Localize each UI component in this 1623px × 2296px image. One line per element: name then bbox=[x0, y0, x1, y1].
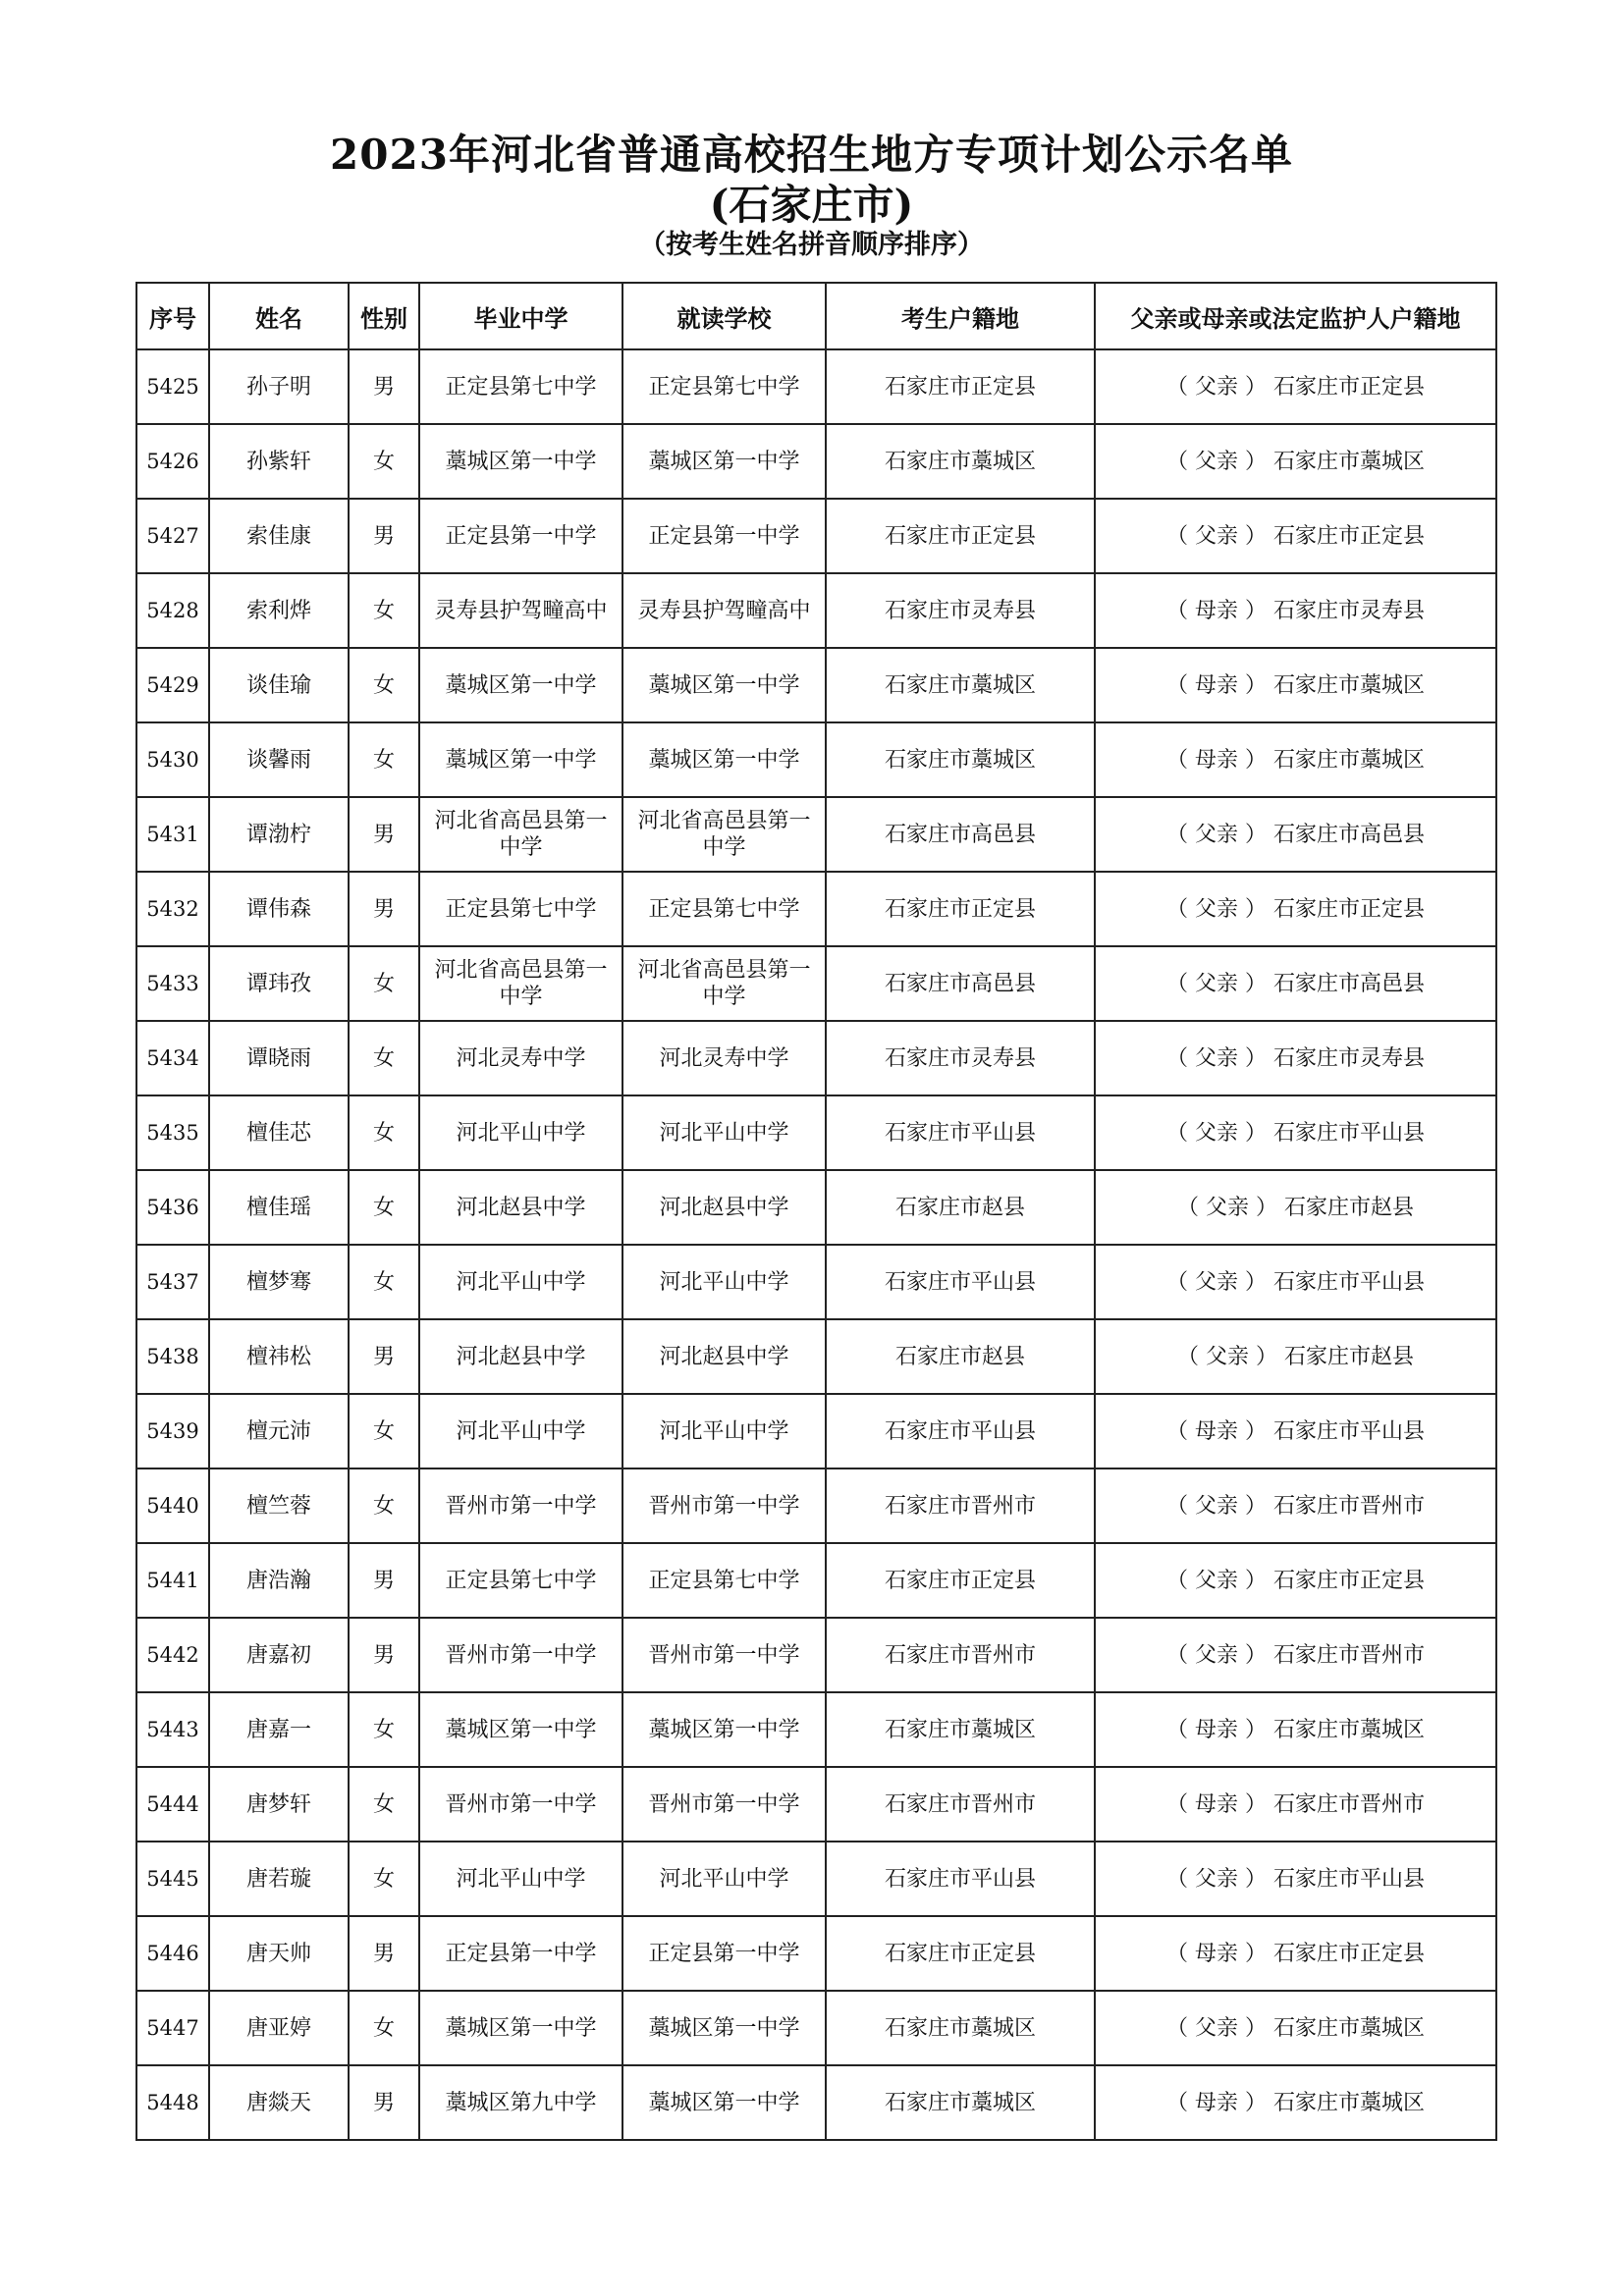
cell-index: 5432 bbox=[136, 872, 209, 946]
cell-graduated-school: 藁城区第一中学 bbox=[419, 648, 622, 722]
cell-name: 唐梦轩 bbox=[209, 1767, 349, 1842]
cell-current-school: 河北省高邑县第一中学 bbox=[622, 797, 826, 872]
cell-gender: 女 bbox=[349, 1095, 419, 1170]
roster-table bbox=[135, 282, 1497, 2141]
cell-graduated-school: 河北灵寿中学 bbox=[419, 1021, 622, 1095]
cell-student-residence: 石家庄市平山县 bbox=[826, 1095, 1095, 1170]
cell-graduated-school: 藁城区第九中学 bbox=[419, 2065, 622, 2140]
cell-index: 5436 bbox=[136, 1170, 209, 1245]
cell-graduated-school: 正定县第一中学 bbox=[419, 499, 622, 573]
table-row bbox=[136, 1767, 1496, 1842]
cell-guardian-residence: （ 父亲 ） 石家庄市正定县 bbox=[1095, 872, 1496, 946]
table-row bbox=[136, 573, 1496, 648]
cell-graduated-school: 河北赵县中学 bbox=[419, 1319, 622, 1394]
cell-name: 唐燚天 bbox=[209, 2065, 349, 2140]
cell-gender: 女 bbox=[349, 1468, 419, 1543]
cell-current-school: 河北平山中学 bbox=[622, 1842, 826, 1916]
cell-gender: 女 bbox=[349, 1394, 419, 1468]
table-row bbox=[136, 424, 1496, 499]
table-header-row bbox=[136, 283, 1496, 349]
cell-guardian-residence: （ 父亲 ） 石家庄市平山县 bbox=[1095, 1095, 1496, 1170]
cell-index: 5445 bbox=[136, 1842, 209, 1916]
table-row bbox=[136, 1095, 1496, 1170]
cell-student-residence: 石家庄市正定县 bbox=[826, 872, 1095, 946]
cell-student-residence: 石家庄市藁城区 bbox=[826, 1692, 1095, 1767]
cell-name: 谭渤柠 bbox=[209, 797, 349, 872]
cell-current-school: 晋州市第一中学 bbox=[622, 1468, 826, 1543]
cell-index: 5437 bbox=[136, 1245, 209, 1319]
cell-graduated-school: 晋州市第一中学 bbox=[419, 1618, 622, 1692]
cell-name: 檀佳芯 bbox=[209, 1095, 349, 1170]
cell-student-residence: 石家庄市藁城区 bbox=[826, 1991, 1095, 2065]
header-name: 姓名 bbox=[209, 283, 349, 349]
cell-name: 檀梦骞 bbox=[209, 1245, 349, 1319]
cell-guardian-residence: （ 母亲 ） 石家庄市正定县 bbox=[1095, 1916, 1496, 1991]
cell-graduated-school: 河北平山中学 bbox=[419, 1394, 622, 1468]
cell-gender: 女 bbox=[349, 1767, 419, 1842]
cell-current-school: 正定县第七中学 bbox=[622, 872, 826, 946]
cell-gender: 女 bbox=[349, 722, 419, 797]
cell-current-school: 河北赵县中学 bbox=[622, 1319, 826, 1394]
cell-guardian-residence: （ 父亲 ） 石家庄市高邑县 bbox=[1095, 946, 1496, 1021]
cell-current-school: 藁城区第一中学 bbox=[622, 424, 826, 499]
cell-index: 5448 bbox=[136, 2065, 209, 2140]
table-row bbox=[136, 648, 1496, 722]
table-row bbox=[136, 722, 1496, 797]
cell-index: 5444 bbox=[136, 1767, 209, 1842]
table-row bbox=[136, 499, 1496, 573]
cell-graduated-school: 正定县第七中学 bbox=[419, 1543, 622, 1618]
header-index: 序号 bbox=[136, 283, 209, 349]
cell-guardian-residence: （ 母亲 ） 石家庄市平山县 bbox=[1095, 1394, 1496, 1468]
cell-current-school: 晋州市第一中学 bbox=[622, 1618, 826, 1692]
cell-guardian-residence: （ 母亲 ） 石家庄市藁城区 bbox=[1095, 722, 1496, 797]
cell-student-residence: 石家庄市晋州市 bbox=[826, 1767, 1095, 1842]
table-row bbox=[136, 1319, 1496, 1394]
table-row bbox=[136, 1618, 1496, 1692]
cell-graduated-school: 藁城区第一中学 bbox=[419, 722, 622, 797]
cell-graduated-school: 河北平山中学 bbox=[419, 1245, 622, 1319]
cell-current-school: 藁城区第一中学 bbox=[622, 722, 826, 797]
cell-student-residence: 石家庄市晋州市 bbox=[826, 1618, 1095, 1692]
cell-guardian-residence: （ 父亲 ） 石家庄市平山县 bbox=[1095, 1245, 1496, 1319]
cell-name: 唐浩瀚 bbox=[209, 1543, 349, 1618]
cell-gender: 女 bbox=[349, 1842, 419, 1916]
cell-guardian-residence: （ 母亲 ） 石家庄市晋州市 bbox=[1095, 1767, 1496, 1842]
cell-index: 5447 bbox=[136, 1991, 209, 2065]
cell-current-school: 灵寿县护驾疃高中 bbox=[622, 573, 826, 648]
cell-guardian-residence: （ 母亲 ） 石家庄市藁城区 bbox=[1095, 648, 1496, 722]
cell-name: 谭晓雨 bbox=[209, 1021, 349, 1095]
cell-index: 5441 bbox=[136, 1543, 209, 1618]
cell-student-residence: 石家庄市正定县 bbox=[826, 349, 1095, 424]
cell-index: 5425 bbox=[136, 349, 209, 424]
cell-index: 5435 bbox=[136, 1095, 209, 1170]
sort-note: （按考生姓名拼音顺序排序） bbox=[639, 230, 984, 260]
cell-name: 檀佳瑶 bbox=[209, 1170, 349, 1245]
cell-student-residence: 石家庄市高邑县 bbox=[826, 797, 1095, 872]
table-row bbox=[136, 349, 1496, 424]
cell-index: 5446 bbox=[136, 1916, 209, 1991]
cell-graduated-school: 河北平山中学 bbox=[419, 1095, 622, 1170]
cell-name: 孙紫轩 bbox=[209, 424, 349, 499]
cell-student-residence: 石家庄市正定县 bbox=[826, 1916, 1095, 1991]
cell-gender: 女 bbox=[349, 573, 419, 648]
cell-gender: 男 bbox=[349, 1543, 419, 1618]
cell-gender: 男 bbox=[349, 797, 419, 872]
cell-current-school: 藁城区第一中学 bbox=[622, 1692, 826, 1767]
table-row bbox=[136, 1842, 1496, 1916]
cell-current-school: 河北赵县中学 bbox=[622, 1170, 826, 1245]
cell-current-school: 河北平山中学 bbox=[622, 1245, 826, 1319]
cell-current-school: 正定县第七中学 bbox=[622, 349, 826, 424]
document-title: 2023年河北省普通高校招生地方专项计划公示名单 bbox=[330, 131, 1293, 179]
cell-name: 唐亚婷 bbox=[209, 1991, 349, 2065]
cell-guardian-residence: （ 父亲 ） 石家庄市晋州市 bbox=[1095, 1468, 1496, 1543]
cell-current-school: 藁城区第一中学 bbox=[622, 648, 826, 722]
cell-current-school: 正定县第一中学 bbox=[622, 1916, 826, 1991]
cell-name: 唐天帅 bbox=[209, 1916, 349, 1991]
cell-gender: 男 bbox=[349, 349, 419, 424]
cell-student-residence: 石家庄市赵县 bbox=[826, 1170, 1095, 1245]
table-row bbox=[136, 1543, 1496, 1618]
cell-guardian-residence: （ 母亲 ） 石家庄市藁城区 bbox=[1095, 1692, 1496, 1767]
cell-current-school: 藁城区第一中学 bbox=[622, 2065, 826, 2140]
table-row bbox=[136, 1170, 1496, 1245]
cell-student-residence: 石家庄市灵寿县 bbox=[826, 1021, 1095, 1095]
cell-guardian-residence: （ 父亲 ） 石家庄市藁城区 bbox=[1095, 1991, 1496, 2065]
cell-gender: 女 bbox=[349, 1991, 419, 2065]
cell-graduated-school: 灵寿县护驾疃高中 bbox=[419, 573, 622, 648]
cell-name: 唐嘉一 bbox=[209, 1692, 349, 1767]
table-row bbox=[136, 1692, 1496, 1767]
cell-graduated-school: 藁城区第一中学 bbox=[419, 424, 622, 499]
header-current-school: 就读学校 bbox=[622, 283, 826, 349]
cell-gender: 男 bbox=[349, 1618, 419, 1692]
cell-name: 谭玮孜 bbox=[209, 946, 349, 1021]
cell-graduated-school: 藁城区第一中学 bbox=[419, 1991, 622, 2065]
header-guardian-residence: 父亲或母亲或法定监护人户籍地 bbox=[1095, 283, 1496, 349]
table-row bbox=[136, 797, 1496, 872]
cell-index: 5439 bbox=[136, 1394, 209, 1468]
cell-gender: 女 bbox=[349, 946, 419, 1021]
cell-guardian-residence: （ 父亲 ） 石家庄市灵寿县 bbox=[1095, 1021, 1496, 1095]
cell-guardian-residence: （ 父亲 ） 石家庄市赵县 bbox=[1095, 1319, 1496, 1394]
cell-name: 谭伟森 bbox=[209, 872, 349, 946]
cell-guardian-residence: （ 父亲 ） 石家庄市赵县 bbox=[1095, 1170, 1496, 1245]
cell-guardian-residence: （ 父亲 ） 石家庄市正定县 bbox=[1095, 499, 1496, 573]
cell-student-residence: 石家庄市藁城区 bbox=[826, 722, 1095, 797]
table-row bbox=[136, 1991, 1496, 2065]
cell-current-school: 河北平山中学 bbox=[622, 1394, 826, 1468]
cell-name: 唐若璇 bbox=[209, 1842, 349, 1916]
cell-current-school: 晋州市第一中学 bbox=[622, 1767, 826, 1842]
cell-graduated-school: 河北省高邑县第一中学 bbox=[419, 797, 622, 872]
cell-guardian-residence: （ 父亲 ） 石家庄市正定县 bbox=[1095, 349, 1496, 424]
table-row bbox=[136, 1394, 1496, 1468]
cell-gender: 女 bbox=[349, 1692, 419, 1767]
cell-current-school: 河北平山中学 bbox=[622, 1095, 826, 1170]
table-row bbox=[136, 946, 1496, 1021]
header-graduated-school: 毕业中学 bbox=[419, 283, 622, 349]
cell-gender: 女 bbox=[349, 1245, 419, 1319]
cell-graduated-school: 正定县第七中学 bbox=[419, 872, 622, 946]
cell-gender: 女 bbox=[349, 1021, 419, 1095]
cell-gender: 男 bbox=[349, 1319, 419, 1394]
cell-student-residence: 石家庄市正定县 bbox=[826, 1543, 1095, 1618]
header-student-residence: 考生户籍地 bbox=[826, 283, 1095, 349]
cell-index: 5426 bbox=[136, 424, 209, 499]
cell-graduated-school: 河北赵县中学 bbox=[419, 1170, 622, 1245]
table-row bbox=[136, 1021, 1496, 1095]
cell-student-residence: 石家庄市高邑县 bbox=[826, 946, 1095, 1021]
cell-gender: 女 bbox=[349, 1170, 419, 1245]
cell-guardian-residence: （ 父亲 ） 石家庄市晋州市 bbox=[1095, 1618, 1496, 1692]
cell-graduated-school: 正定县第一中学 bbox=[419, 1916, 622, 1991]
document-subtitle: (石家庄市) bbox=[709, 181, 914, 229]
cell-index: 5440 bbox=[136, 1468, 209, 1543]
cell-student-residence: 石家庄市藁城区 bbox=[826, 2065, 1095, 2140]
cell-current-school: 藁城区第一中学 bbox=[622, 1991, 826, 2065]
cell-graduated-school: 晋州市第一中学 bbox=[419, 1468, 622, 1543]
cell-index: 5443 bbox=[136, 1692, 209, 1767]
cell-student-residence: 石家庄市藁城区 bbox=[826, 424, 1095, 499]
cell-current-school: 正定县第七中学 bbox=[622, 1543, 826, 1618]
cell-name: 檀元沛 bbox=[209, 1394, 349, 1468]
cell-current-school: 正定县第一中学 bbox=[622, 499, 826, 573]
cell-graduated-school: 晋州市第一中学 bbox=[419, 1767, 622, 1842]
cell-student-residence: 石家庄市灵寿县 bbox=[826, 573, 1095, 648]
cell-name: 谈佳瑜 bbox=[209, 648, 349, 722]
cell-name: 孙子明 bbox=[209, 349, 349, 424]
cell-current-school: 河北灵寿中学 bbox=[622, 1021, 826, 1095]
table-row bbox=[136, 1468, 1496, 1543]
cell-guardian-residence: （ 父亲 ） 石家庄市高邑县 bbox=[1095, 797, 1496, 872]
table-row bbox=[136, 1245, 1496, 1319]
cell-guardian-residence: （ 母亲 ） 石家庄市藁城区 bbox=[1095, 2065, 1496, 2140]
cell-index: 5434 bbox=[136, 1021, 209, 1095]
cell-graduated-school: 正定县第七中学 bbox=[419, 349, 622, 424]
cell-index: 5428 bbox=[136, 573, 209, 648]
cell-student-residence: 石家庄市平山县 bbox=[826, 1245, 1095, 1319]
cell-current-school: 河北省高邑县第一中学 bbox=[622, 946, 826, 1021]
cell-gender: 男 bbox=[349, 2065, 419, 2140]
cell-name: 谈馨雨 bbox=[209, 722, 349, 797]
cell-index: 5431 bbox=[136, 797, 209, 872]
cell-name: 檀祎松 bbox=[209, 1319, 349, 1394]
cell-index: 5429 bbox=[136, 648, 209, 722]
cell-gender: 男 bbox=[349, 872, 419, 946]
cell-student-residence: 石家庄市正定县 bbox=[826, 499, 1095, 573]
cell-gender: 女 bbox=[349, 648, 419, 722]
cell-name: 索佳康 bbox=[209, 499, 349, 573]
table-row bbox=[136, 1916, 1496, 1991]
table-row bbox=[136, 2065, 1496, 2140]
cell-student-residence: 石家庄市藁城区 bbox=[826, 648, 1095, 722]
cell-graduated-school: 河北省高邑县第一中学 bbox=[419, 946, 622, 1021]
cell-index: 5430 bbox=[136, 722, 209, 797]
cell-name: 索利烨 bbox=[209, 573, 349, 648]
cell-index: 5433 bbox=[136, 946, 209, 1021]
cell-index: 5427 bbox=[136, 499, 209, 573]
cell-gender: 男 bbox=[349, 499, 419, 573]
cell-student-residence: 石家庄市晋州市 bbox=[826, 1468, 1095, 1543]
header-gender: 性别 bbox=[349, 283, 419, 349]
table-row bbox=[136, 872, 1496, 946]
cell-graduated-school: 河北平山中学 bbox=[419, 1842, 622, 1916]
cell-guardian-residence: （ 父亲 ） 石家庄市藁城区 bbox=[1095, 424, 1496, 499]
cell-guardian-residence: （ 父亲 ） 石家庄市正定县 bbox=[1095, 1543, 1496, 1618]
cell-name: 檀竺蓉 bbox=[209, 1468, 349, 1543]
cell-graduated-school: 藁城区第一中学 bbox=[419, 1692, 622, 1767]
cell-index: 5442 bbox=[136, 1618, 209, 1692]
cell-name: 唐嘉初 bbox=[209, 1618, 349, 1692]
table-body bbox=[136, 349, 1496, 2140]
cell-guardian-residence: （ 母亲 ） 石家庄市灵寿县 bbox=[1095, 573, 1496, 648]
cell-gender: 女 bbox=[349, 424, 419, 499]
cell-student-residence: 石家庄市赵县 bbox=[826, 1319, 1095, 1394]
cell-gender: 男 bbox=[349, 1916, 419, 1991]
cell-index: 5438 bbox=[136, 1319, 209, 1394]
cell-guardian-residence: （ 父亲 ） 石家庄市平山县 bbox=[1095, 1842, 1496, 1916]
cell-student-residence: 石家庄市平山县 bbox=[826, 1394, 1095, 1468]
cell-student-residence: 石家庄市平山县 bbox=[826, 1842, 1095, 1916]
